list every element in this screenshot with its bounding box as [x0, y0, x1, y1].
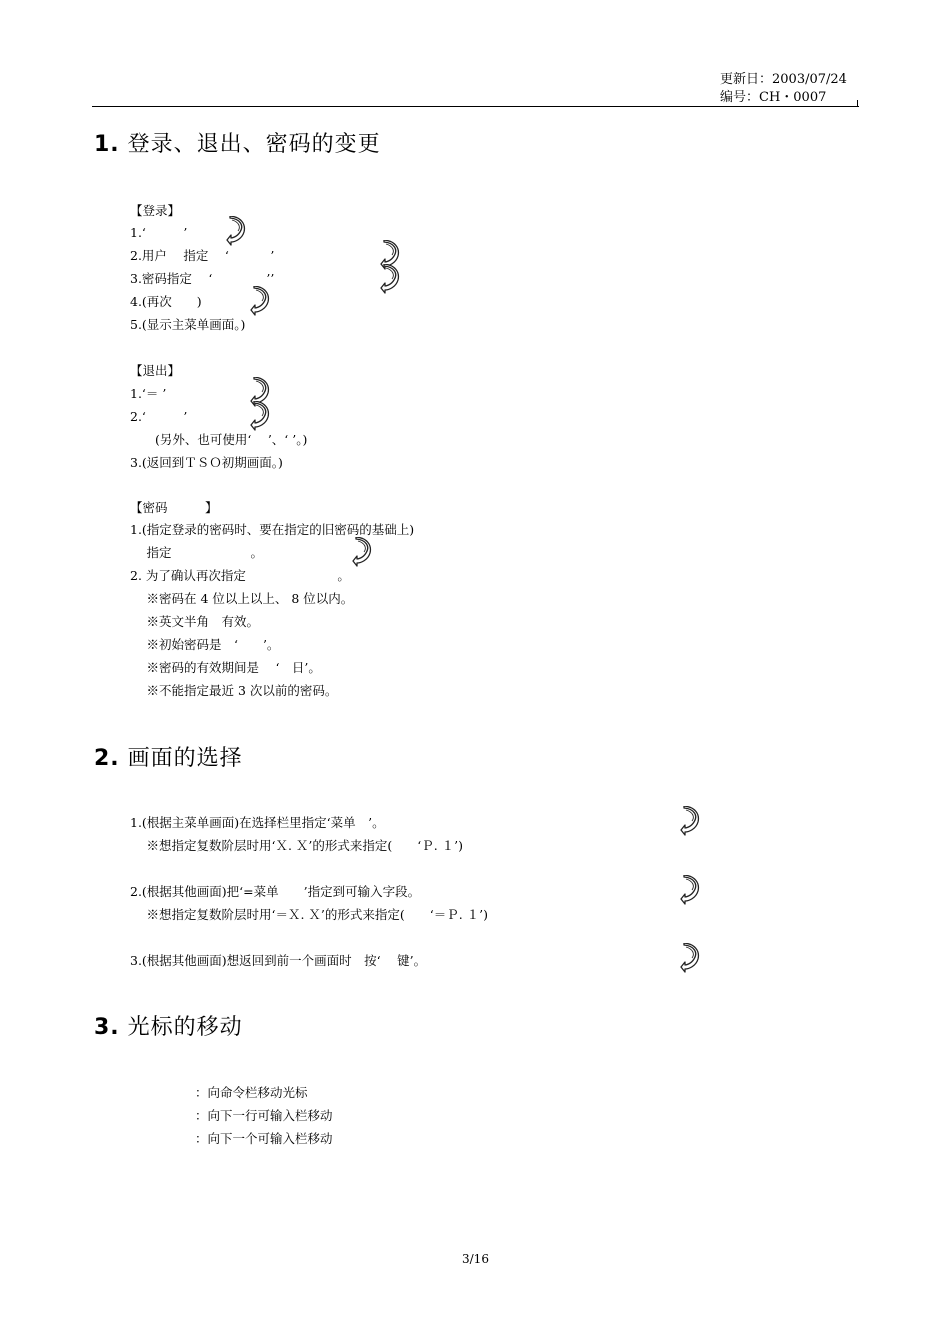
document-number: 编号：CH・0007: [720, 90, 827, 105]
cursor-move-next-field: ：向下一个可输入栏移动: [195, 1131, 333, 1146]
password-step-1: 1.(指定登录的密码时、要在指定的旧密码的基础上): [130, 522, 415, 537]
login-step-2: 2.用户 指定 ‘ ’: [130, 248, 275, 263]
logout-note: (另外、也可使用‘ ’、‘ ’。): [130, 432, 308, 447]
screen-select-note-2: ※想指定复数阶层时用‘＝Ｘ. Ｘ’的形式来指定( ‘＝Ｐ. １’): [130, 907, 489, 922]
curved-return-arrow-icon: [250, 401, 270, 431]
section-3-heading: [94, 1015, 243, 1041]
password-heading: 【密码 】: [130, 500, 218, 515]
section-3-title: 光标的移动: [127, 1015, 243, 1040]
section-1-title: 登录、退出、密码的变更: [127, 132, 381, 157]
section-2-heading: [94, 746, 243, 772]
login-step-5: 5.(显示主菜单画面。): [130, 317, 246, 332]
cursor-move-command: ：向命令栏移动光标: [195, 1085, 308, 1100]
header-rule: [92, 106, 859, 107]
logout-step-1: 1.‘＝ ’: [130, 386, 167, 401]
password-note-halfwidth: ※英文半角 有效。: [130, 614, 259, 629]
page-number: 3/16: [462, 1252, 489, 1266]
login-step-4: 4.(再次 ): [130, 294, 202, 309]
login-step-1: 1.‘ ’: [130, 225, 188, 240]
section-1-heading: [94, 132, 381, 158]
password-step-2: 2. 为了确认再次指定 。: [130, 568, 350, 583]
section-1-number: 1.: [94, 132, 120, 157]
header-rule-end: [857, 100, 858, 107]
screen-select-note-1: ※想指定复数阶层时用‘Ｘ. Ｘ’的形式来指定( ‘Ｐ. １’): [130, 838, 464, 853]
password-note-initial: ※初始密码是 ‘ ’。: [130, 637, 280, 652]
logout-heading: 【退出】: [130, 363, 181, 378]
cursor-move-next-line: ：向下一行可输入栏移动: [195, 1108, 333, 1123]
curved-return-arrow-icon: [680, 875, 700, 905]
update-date: 更新日：2003/07/24: [720, 72, 847, 87]
logout-step-3: 3.(返回到ＴＳＯ初期画面。): [130, 455, 283, 470]
password-note-history: ※不能指定最近 3 次以前的密码。: [130, 683, 338, 698]
curved-return-arrow-icon: [226, 216, 246, 246]
password-note-validity: ※密码的有效期间是 ‘ 日’。: [130, 660, 321, 675]
logout-step-2: 2.‘ ’: [130, 409, 188, 424]
login-heading: 【登录】: [130, 203, 181, 218]
section-3-number: 3.: [94, 1015, 120, 1040]
screen-select-step-1: 1.(根据主菜单画面)在选择栏里指定‘菜单 ’。: [130, 815, 385, 830]
login-step-3: 3.密码指定 ‘ ’’: [130, 271, 275, 286]
section-2-number: 2.: [94, 746, 120, 771]
curved-return-arrow-icon: [380, 264, 400, 294]
section-2-title: 画面的选择: [127, 746, 243, 771]
curved-return-arrow-icon: [680, 806, 700, 836]
screen-select-step-3: 3.(根据其他画面)想返回到前一个画面时 按‘ 键’。: [130, 953, 427, 968]
password-step-1-cont: 指定 。: [130, 545, 263, 560]
curved-return-arrow-icon: [352, 537, 372, 567]
screen-select-step-2: 2.(根据其他画面)把‘=菜单 ’指定到可输入字段。: [130, 884, 421, 899]
curved-return-arrow-icon: [250, 286, 270, 316]
password-note-length: ※密码在 4 位以上以上、 8 位以内。: [130, 591, 354, 606]
curved-return-arrow-icon: [680, 943, 700, 973]
